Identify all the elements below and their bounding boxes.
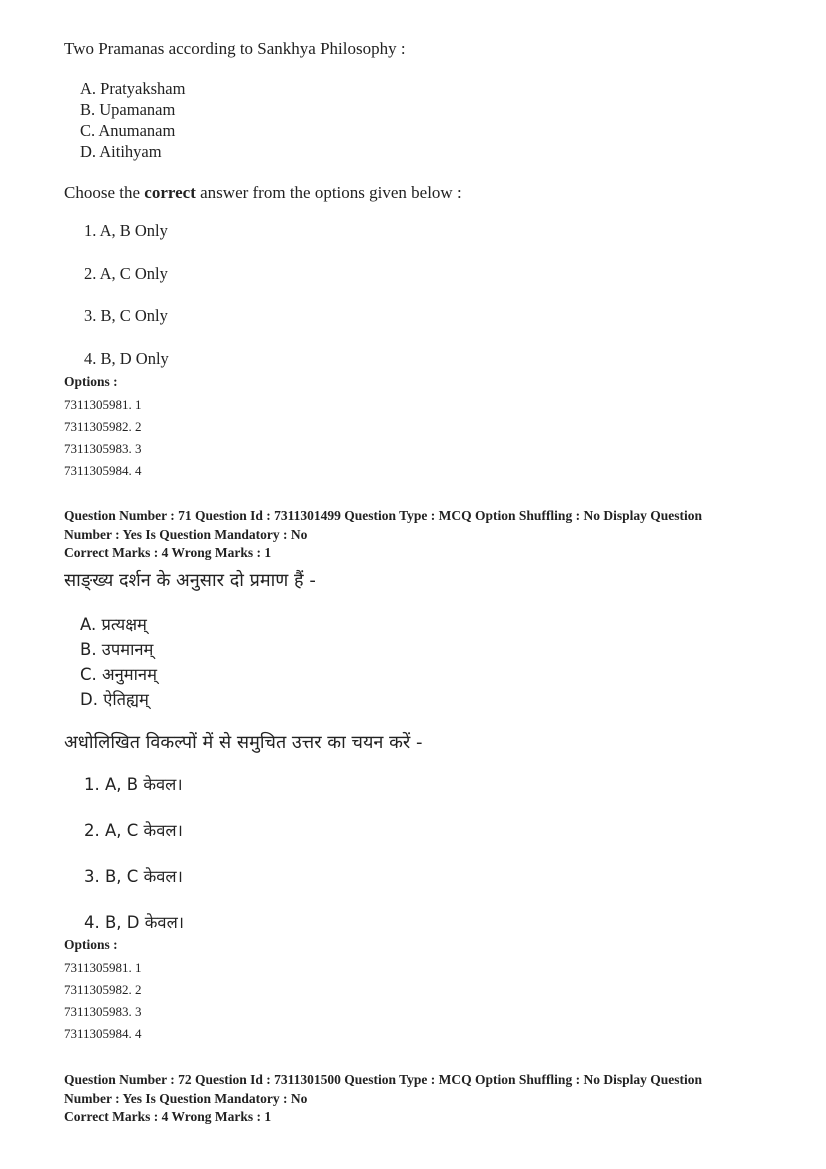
answer-choices-en <box>64 210 826 380</box>
answer-choice-4: 4. B, D Only <box>84 348 169 368</box>
answer-choice-2-hi: 2. A, C केवल। <box>84 821 183 840</box>
question-70-block <box>64 38 826 59</box>
statement-d-hi: D. ऐतिह्यम् <box>80 690 149 709</box>
answer-choice-1-hi: 1. A, B केवल। <box>84 775 183 794</box>
instruction-en-pre: Choose the <box>64 183 145 202</box>
answer-choice-4-hi: 4. B, D केवल। <box>84 913 185 932</box>
instruction-hi: अधोलिखित विकल्पों में से समुचित उत्तर का चयन करें - <box>64 732 423 753</box>
answer-choices-hi <box>64 762 826 946</box>
options-block-70 <box>64 373 826 482</box>
meta-line-2: Number : Yes Is Question Mandatory : No <box>64 526 308 542</box>
question-71-meta <box>64 507 776 563</box>
meta-line-1: Question Number : 71 Question Id : 7311301499 Question Type : MCQ Option Shuffling : No Display Question <box>64 508 702 523</box>
statement-a: A. Pratyaksham <box>80 79 186 98</box>
answer-choice-3-hi: 3. B, C केवल। <box>84 867 183 886</box>
statement-a-hi: A. प्रत्यक्षम् <box>80 615 147 634</box>
statement-b-hi: B. उपमानम् <box>80 640 154 659</box>
instruction-en-bold: correct <box>144 183 196 202</box>
option-id-row: 7311305982. 2 <box>64 982 142 997</box>
statement-b: B. Upamanam <box>80 100 176 119</box>
answer-choice-1: 1. A, B Only <box>84 221 168 240</box>
option-id-row: 7311305984. 4 <box>64 1026 142 1041</box>
option-id-row: 7311305983. 3 <box>64 441 142 456</box>
option-id-row: 7311305981. 1 <box>64 397 142 412</box>
meta-line-1: Question Number : 72 Question Id : 7311301500 Question Type : MCQ Option Shuffling : No Display Question <box>64 1072 702 1087</box>
statement-d: D. Aitihyam <box>80 142 162 161</box>
question-text-en: Two Pramanas according to Sankhya Philosophy : <box>64 39 406 58</box>
meta-line-3: Correct Marks : 4 Wrong Marks : 1 <box>64 1109 272 1124</box>
answer-choice-2: 2. A, C Only <box>84 263 168 283</box>
option-id-row: 7311305981. 1 <box>64 960 142 975</box>
meta-line-2: Number : Yes Is Question Mandatory : No <box>64 1090 308 1106</box>
option-id-row: 7311305984. 4 <box>64 463 142 478</box>
instruction-en-post: answer from the options given below : <box>195 183 462 202</box>
statements-hi <box>64 612 826 712</box>
option-id-row: 7311305982. 2 <box>64 419 142 434</box>
options-label: Options : <box>64 374 118 389</box>
options-label: Options : <box>64 937 118 952</box>
question-72-meta <box>64 1071 776 1127</box>
instruction-en <box>64 182 826 203</box>
meta-line-3: Correct Marks : 4 Wrong Marks : 1 <box>64 545 272 560</box>
options-block-71 <box>64 936 826 1045</box>
statements-en <box>64 78 826 162</box>
answer-choice-3: 3. B, C Only <box>84 306 168 325</box>
statement-c: C. Anumanam <box>80 121 176 140</box>
statement-c-hi: C. अनुमानम् <box>80 665 157 684</box>
option-id-row: 7311305983. 3 <box>64 1004 142 1019</box>
question-text-hi: साङ्ख्य दर्शन के अनुसार दो प्रमाण हैं - <box>64 570 316 591</box>
